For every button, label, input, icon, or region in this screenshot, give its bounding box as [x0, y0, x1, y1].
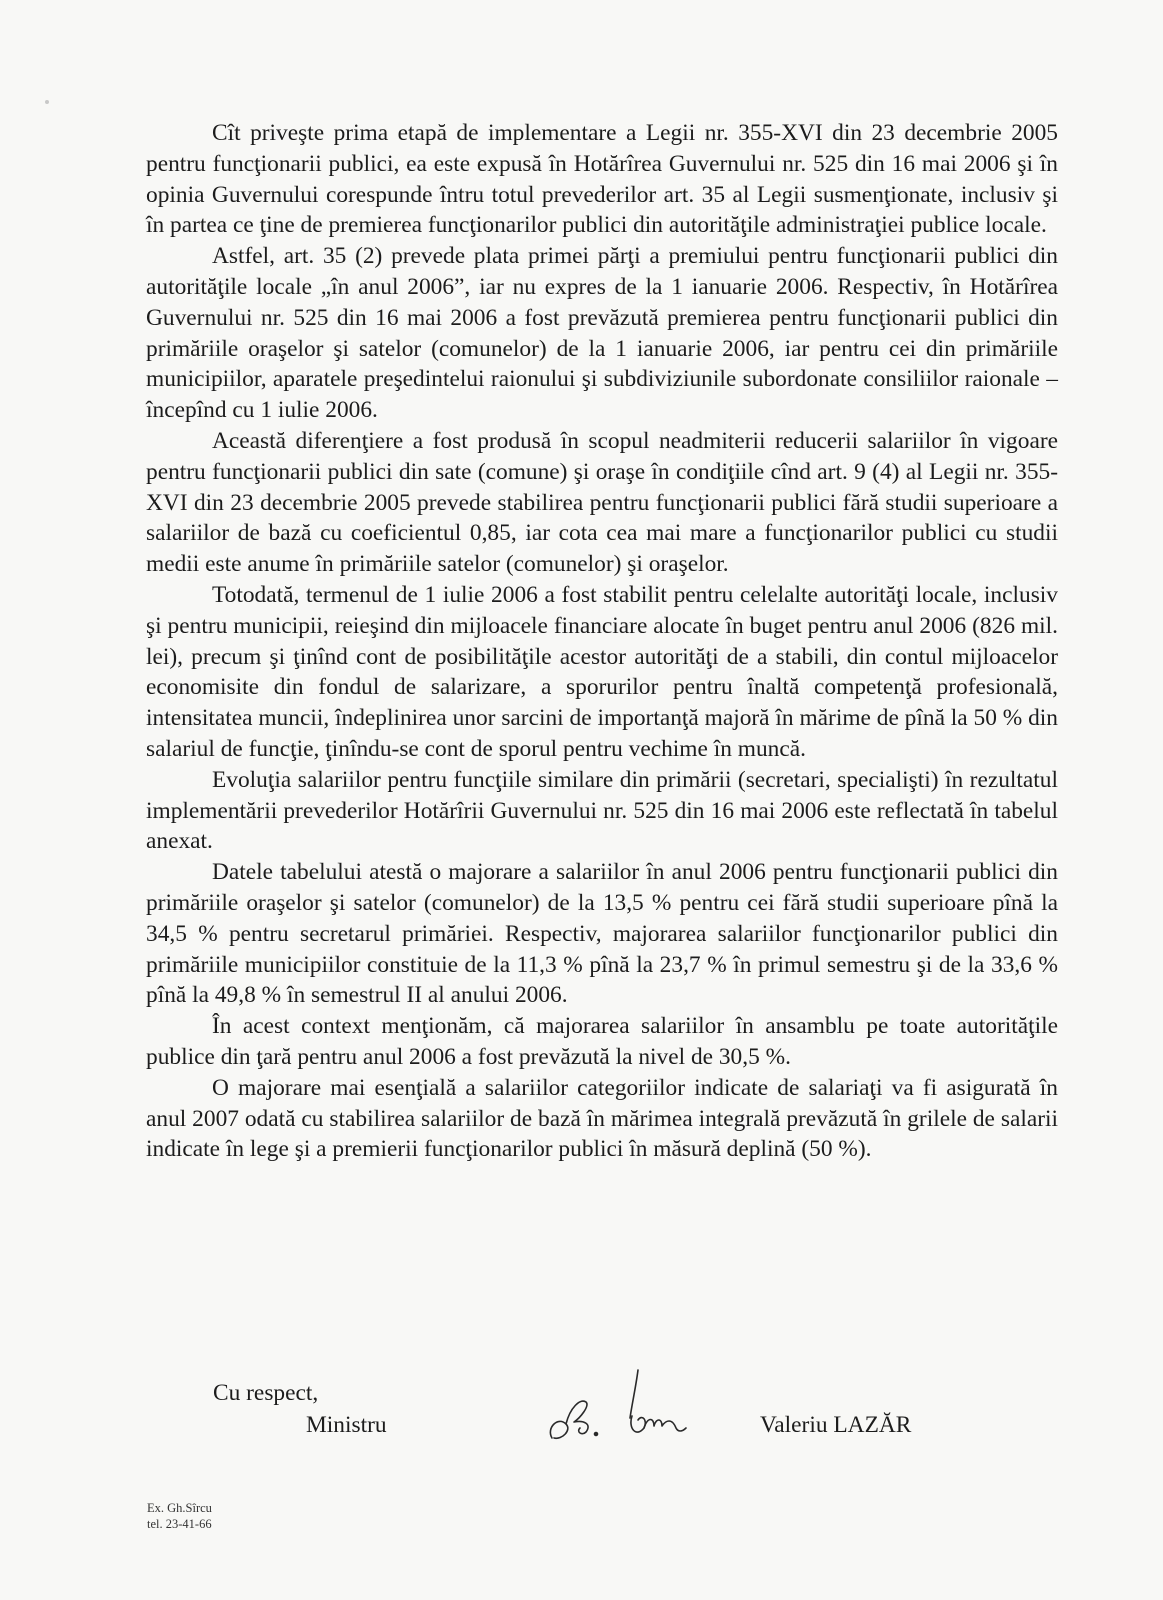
paragraph-2: Astfel, art. 35 (2) prevede plata primei părţi a premiului pentru funcţionarii publici din autorităţile locale „în anul 2006”, iar nu expres de la 1 ianuarie 2006. Respectiv, în Hotărîrea Guvernului nr. 525 din 16 mai 2006 a fost prevăzută premierea pentru funcţionarii publici din primăriile oraşelor şi satelor (comunelor) de la 1 ianuarie 2006, iar pentru cei din primăriile municipiilor, aparatele preşedintelui raionului şi subdiviziunile subordonate consiliilor raionale – începînd cu 1 iulie 2006. [146, 243, 1058, 424]
closing-salutation: Cu respect, [213, 1380, 319, 1406]
scan-speck [45, 100, 49, 104]
paragraph-3: Această diferenţiere a fost produsă în scopul neadmiterii reducerii salariilor în vigoare pentru funcţionarii publici din sate (comune) şi oraşe în condiţiile cînd art. 9 (4) al Legii nr. 355-XVI din 23 decembrie 2005 prevede stabilirea pentru funcţionarii publici fără studii superioare a salariilor de bază cu coeficientul 0,85, iar cota cea mai mare a funcţionarilor publici cu studii medii este anume în primăriile satelor (comunelor) şi oraşelor. [146, 427, 1058, 578]
executor-phone: tel. 23-41-66 [147, 1517, 212, 1531]
paragraph-6: Datele tabelului atestă o majorare a salariilor în anul 2006 pentru funcţionarii publici din primăriile oraşelor şi satelor (comunelor) de la 13,5 % pentru cei fără studii superioare pînă la 34,5 % pentru secretarul primăriei. Respectiv, majorarea salariilor funcţionarilor publici din primăriile municipiilor constituie de la 11,3 % pînă la 23,7 % în primul semestru şi de la 33,6 % pînă la 49,8 % în semestrul II al anului 2006. [146, 859, 1058, 1009]
signatory-name: Valeriu LAZĂR [760, 1412, 912, 1438]
executor-footer [147, 1500, 212, 1532]
paragraph-4: Totodată, termenul de 1 iulie 2006 a fost stabilit pentru celelalte autorităţi locale, inclusiv şi pentru municipii, reieşind din mijloacele financiare alocate în buget pentru anul 2006 (826 mil. lei), precum şi ţinînd cont de posibilităţile acestor autorităţi de a stabili, din contul mijloacelor economisite din fondul de salarizare, a sporurilor pentru înaltă competenţă profesională, intensitatea muncii, îndeplinirea unor sarcini de importanţă majoră în mărime de pînă la 50 % din salariul de funcţie, ţinîndu-se cont de sporul pentru vechime în muncă. [146, 581, 1058, 762]
paragraph-7: În acest context menţionăm, că majorarea salariilor în ansamblu pe toate autorităţile publice din ţară pentru anul 2006 a fost prevăzută la nivel de 30,5 %. [146, 1013, 1058, 1070]
signatory-title: Ministru [306, 1412, 387, 1438]
executor-name: Ex. Gh.Sîrcu [147, 1501, 212, 1515]
closing-block [0, 1380, 1163, 1470]
paragraph-8: O majorare mai esenţială a salariilor categoriilor indicate de salariaţi va fi asigurată în anul 2007 odată cu stabilirea salariilor de bază în mărimea integrală prevăzută în grilele de salarii indicate în lege şi a premierii funcţionarilor publici în măsură deplină (50 %). [146, 1074, 1058, 1163]
handwritten-signature [540, 1358, 690, 1450]
paragraph-1: Cît priveşte prima etapă de implementare a Legii nr. 355-XVI din 23 decembrie 2005 pentru funcţionarii publici, ea este expusă în Hotărîrea Guvernului nr. 525 din 16 mai 2006 şi în opinia Guvernului corespunde întru totul prevederilor art. 35 al Legii susmenţionate, inclusiv şi în partea ce ţine de premierea funcţionarilor publici din autorităţile administraţiei publice locale. [146, 120, 1058, 239]
paragraph-5: Evoluţia salariilor pentru funcţiile similare din primării (secretari, specialişti) în rezultatul implementării prevederilor Hotărîrii Guvernului nr. 525 din 16 mai 2006 este reflectată în tabelul anexat. [146, 766, 1058, 855]
letter-body [146, 118, 1058, 1165]
